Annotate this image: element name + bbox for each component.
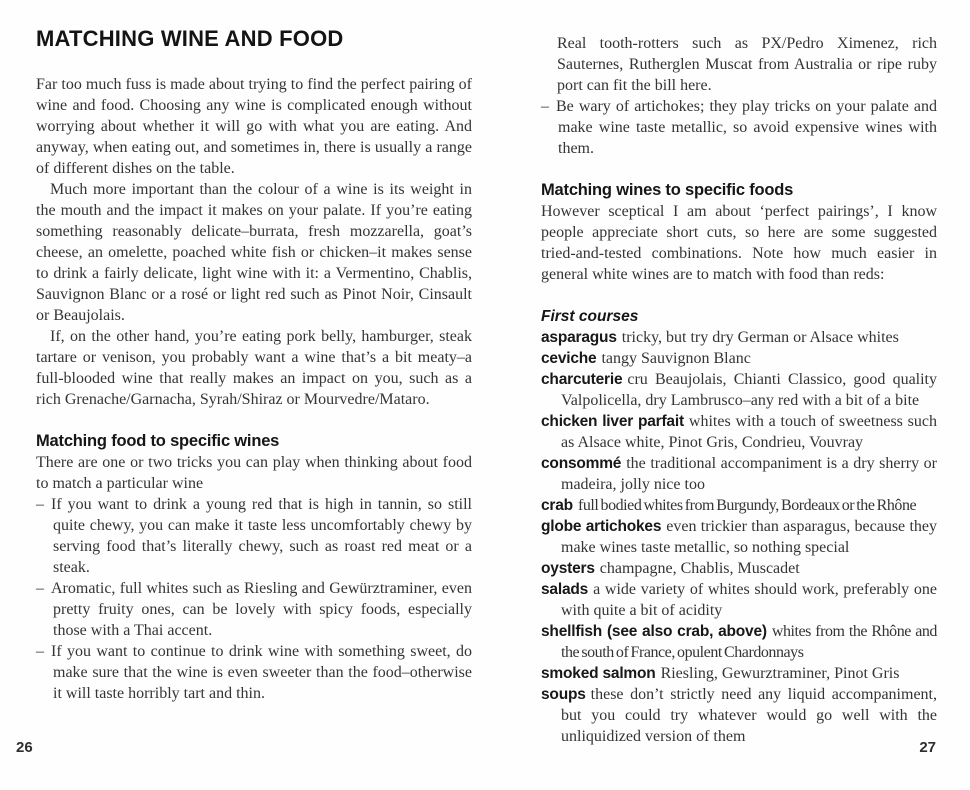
section-intro: There are one or two tricks you can play when thinking about food to match a particular wine [36,454,472,492]
food-entry [541,369,937,411]
entry-desc: cru Beaujolais, Chianti Classico, good quality Valpolicella, dry Lambrusco–any red with a bit of a bite [561,371,937,409]
entry-desc: the traditional accompaniment is a dry sherry or madeira, jolly nice too [561,455,937,493]
entry-desc: whites with a touch of sweetness such as Alsace white, Pinot Gris, Condrieu, Vouvray [561,413,937,451]
entry-term: salads [541,581,589,598]
entry-term: chicken liver parfait [541,413,684,430]
food-entry [541,684,937,747]
entry-desc: even trickier than asparagus, because they make wines taste metallic, so nothing special [561,518,937,556]
page-number-left: 26 [16,739,33,756]
continuation-paragraph: Real tooth-rotters such as PX/Pedro Ximenez, rich Sauternes, Rutherglen Muscat from Australia or ripe ruby port can fit the bill here. [557,35,937,94]
entry-desc: these don’t strictly need any liquid accompaniment, but you could try whatever would go well with the unliquidized version of them [561,686,937,745]
bullet-dash: – [36,643,44,660]
food-entry [541,495,937,516]
bullet-dash: – [36,580,44,597]
food-entry [541,453,937,495]
bullet-item [36,578,472,641]
bullet-item [36,641,472,704]
page-number-right: 27 [919,739,936,756]
food-entry [541,558,937,579]
bullet-dash: – [36,496,44,513]
bullet-dash: – [541,98,549,115]
paragraph: If, on the other hand, you’re eating pork belly, hamburger, steak tartare or venison, you probably want a wine that’s a bit meaty–a full-blooded wine that really makes an impact on you, such as a rich Grenache/Garnacha, Syrah/Shiraz or Mourvedre/Mataro. [36,328,472,408]
list-heading: First courses [541,308,639,325]
entry-term: shellfish (see also crab, above) [541,623,767,640]
food-entry [541,663,937,684]
entry-desc: tricky, but try dry German or Alsace whites [621,329,899,346]
bullet-text: Aromatic, full whites such as Riesling and Gewürztraminer, even pretty fruity ones, can be lovely with spicy foods, especially those with a Thai accent. [51,580,472,639]
page-title: MATCHING WINE AND FOOD [36,26,344,51]
food-entry [541,516,937,558]
entry-term: charcuterie [541,371,623,388]
entry-term: asparagus [541,329,617,346]
entry-term: ceviche [541,350,597,367]
food-entry [541,411,937,453]
section-subhead: Matching food to specific wines [36,432,280,450]
entry-term: oysters [541,560,595,577]
food-entry [541,327,937,348]
entry-term: consommé [541,455,622,472]
left-page-column [36,28,472,704]
entry-term: smoked salmon [541,665,656,682]
food-entry [541,579,937,621]
section-subhead: Matching wines to specific foods [541,181,794,199]
section-intro: However sceptical I am about ‘perfect pairings’, I know people appreciate short cuts, so here are some suggested tried-and-tested combinations. Note how much easier in general white wines are to match with food than reds: [541,203,937,283]
entry-desc: whites from the Rhône and the south of France, opulent Chardonnays [561,623,937,661]
entry-desc: Riesling, Gewurztraminer, Pinot Gris [660,665,900,682]
entry-desc: tangy Sauvignon Blanc [601,350,751,367]
entry-desc: champagne, Chablis, Muscadet [599,560,800,577]
paragraph: Far too much fuss is made about trying to find the perfect pairing of wine and food. Choosing any wine is complicated enough without worrying about whether it will go with what you are eating. And anyway, when eating out, and sometimes in, there is usually a range of different dishes on the table. [36,76,472,177]
bullet-text: Be wary of artichokes; they play tricks on your palate and make wine taste metallic, so avoid expensive wines with them. [556,98,937,157]
bullet-text: If you want to drink a young red that is high in tannin, so still quite chewy, you can make it taste less uncomfortably chewy by serving food that’s literally chewy, such as roast red meat or a steak. [51,496,472,576]
food-entry [541,348,937,369]
bullet-text: If you want to continue to drink wine with something sweet, do make sure that the wine is even sweeter than the food–otherwise it will taste horribly tart and thin. [51,643,472,702]
paragraph: Much more important than the colour of a wine is its weight in the mouth and the impact it makes on your palate. If you’re eating something reasonably delicate–burrata, fresh mozzarella, goat’s cheese, an omelette, poached white fish or chicken–it makes sense to drink a fairly delicate, light wine with it: a Vermentino, Chablis, Sauvignon Blanc or a rosé or light red such as Pinot Noir, Cinsault or Beaujolais. [36,181,472,324]
right-page-column [541,33,937,747]
entry-term: globe artichokes [541,518,662,535]
food-entry [541,621,937,663]
bullet-item [541,96,937,159]
entry-desc: full bodied whites from Burgundy, Bordeaux or the Rhône [577,497,917,514]
entry-term: crab [541,497,573,514]
entry-term: soups [541,686,586,703]
bullet-item [36,494,472,578]
entry-desc: a wide variety of whites should work, preferably one with quite a bit of acidity [561,581,937,619]
